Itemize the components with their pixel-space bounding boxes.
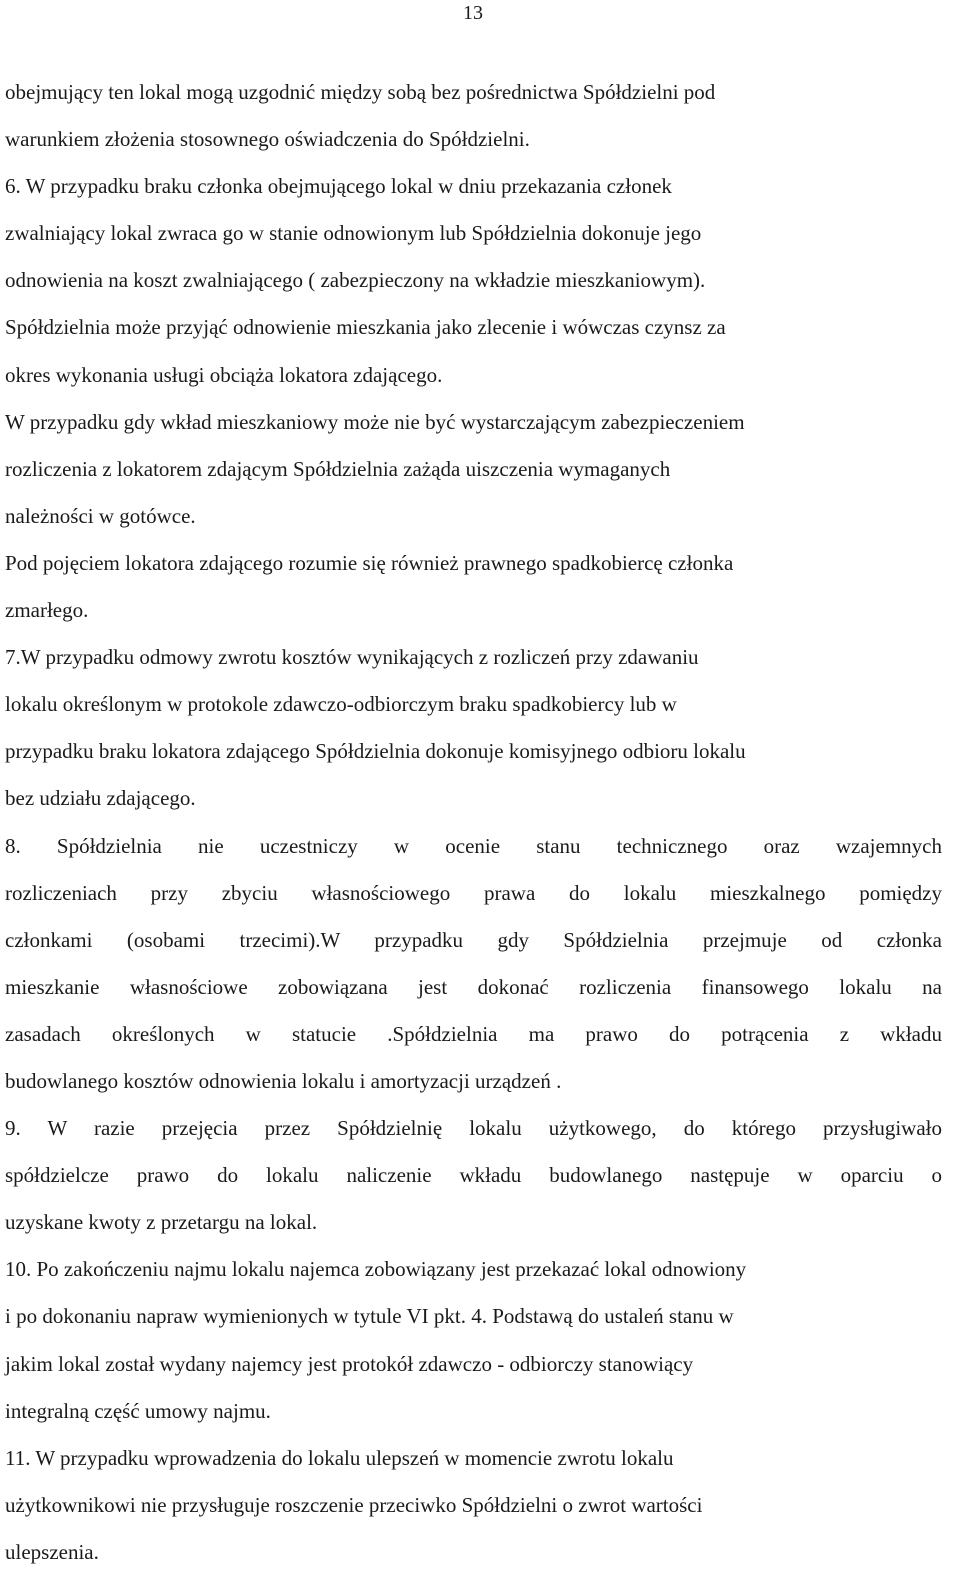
text-line: Pod pojęciem lokatora zdającego rozumie się również prawnego spadkobiercę członka <box>5 550 734 575</box>
text-line: użytkownikowi nie przysługuje roszczenie przeciwko Spółdzielni o zwrot wartości <box>5 1492 703 1517</box>
text-line: członkami (osobami trzecimi).W przypadku gdy Spółdzielnia przejmuje od członka <box>5 927 942 952</box>
text-line: odnowienia na koszt zwalniającego ( zabezpieczony na wkładzie mieszkaniowym). <box>5 268 706 293</box>
text-line: i po dokonaniu napraw wymienionych w tytule VI pkt. 4. Podstawą do ustaleń stanu w <box>5 1304 734 1329</box>
text-line: integralną część umowy najmu. <box>5 1398 271 1423</box>
text-line: 10. Po zakończeniu najmu lokalu najemca zobowiązany jest przekazać lokal odnowiony <box>5 1257 747 1282</box>
text-line: obejmujący ten lokal mogą uzgodnić między sobą bez pośrednictwa Spółdzielni pod <box>5 80 716 104</box>
text-line: przypadku braku lokatora zdającego Spółdzielnia dokonuje komisyjnego odbioru lokalu <box>5 739 746 764</box>
text-line: 6. W przypadku braku członka obejmującego lokal w dniu przekazania członek <box>5 174 672 199</box>
text-line: mieszkanie własnościowe zobowiązana jest dokonać rozliczenia finansowego lokalu na <box>5 974 942 999</box>
text-line: okres wykonania usługi obciąża lokatora zdającego. <box>5 362 443 387</box>
text-line: 7.W przypadku odmowy zwrotu kosztów wynikających z rozliczeń przy zdawaniu <box>5 645 699 670</box>
text-line: zasadach określonych w statucie .Spółdzielnia ma prawo do potrącenia z wkładu <box>5 1021 942 1046</box>
text-line: W przypadku gdy wkład mieszkaniowy może nie być wystarczającym zabezpieczeniem <box>5 409 745 434</box>
text-line: uzyskane kwoty z przetargu na lokal. <box>5 1210 318 1235</box>
page-number: 13 <box>463 2 483 24</box>
text-line: rozliczeniach przy zbyciu własnościowego prawa do lokalu mieszkalnego pomiędzy <box>5 880 942 905</box>
text-line: zmarłego. <box>5 598 89 623</box>
text-line: należności w gotówce. <box>5 503 196 528</box>
text-line: Spółdzielnia może przyjąć odnowienie mieszkania jako zlecenie i wówczas czynsz za <box>5 315 726 340</box>
text-line: 8. Spółdzielnia nie uczestniczy w ocenie stanu technicznego oraz wzajemnych <box>5 833 942 858</box>
text-line: rozliczenia z lokatorem zdającym Spółdzielnia zażąda uiszczenia wymaganych <box>5 456 671 481</box>
text-line: jakim lokal został wydany najemcy jest protokół zdawczo - odbiorczy stanowiący <box>5 1351 694 1376</box>
text-line: spółdzielcze prawo do lokalu naliczenie wkładu budowlanego następuje w oparciu o <box>5 1163 942 1188</box>
text-line: budowlanego kosztów odnowienia lokalu i amortyzacji urządzeń . <box>5 1068 562 1093</box>
text-line: ulepszenia. <box>5 1539 99 1564</box>
text-line: 9. W razie przejęcia przez Spółdzielnię lokalu użytkowego, do którego przysługiwało <box>5 1116 942 1141</box>
text-line: bez udziału zdającego. <box>5 786 196 811</box>
text-line: 11. W przypadku wprowadzenia do lokalu ulepszeń w momencie zwrotu lokalu <box>5 1445 674 1470</box>
text-line: warunkiem złożenia stosownego oświadczenia do Spółdzielni. <box>5 127 530 152</box>
document-body <box>5 73 942 1580</box>
text-line: zwalniający lokal zwraca go w stanie odnowionym lub Spółdzielnia dokonuje jego <box>5 221 702 246</box>
text-line: lokalu określonym w protokole zdawczo-odbiorczym braku spadkobiercy lub w <box>5 692 677 717</box>
